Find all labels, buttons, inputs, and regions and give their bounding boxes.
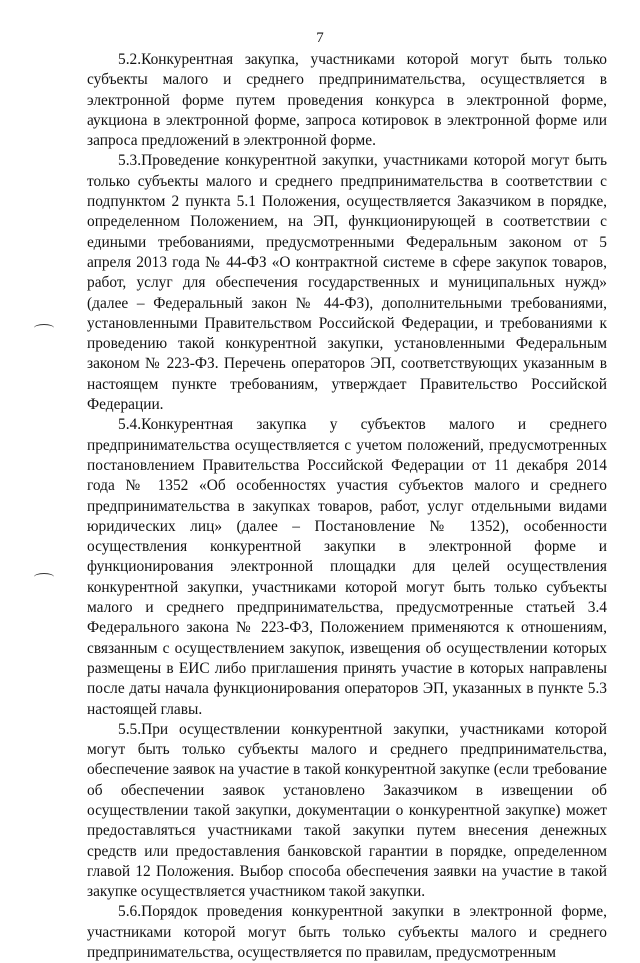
document-body [87, 50, 607, 963]
paragraph-5-6: 5.6.Порядок проведения конкурентной закупки в электронной форме, участниками которой могут быть только субъекты малого и среднего предпринимательства, осуществляется по правилам, предусмотренным [87, 903, 607, 962]
paragraph-5-2: 5.2.Конкурентная закупка, участниками которой могут быть только субъекты малого и среднего предпринимательства, осуществляется в электронной форме путем проведения конкурса в электронной форме, аукциона в электронной форме, запроса котировок в электронной форме или запроса предложений в электронной форме. [87, 51, 607, 150]
paragraph-5-3: 5.3.Проведение конкурентной закупки, участниками которой могут быть только субъекты малого и среднего предпринимательства в соответствии с подпунктом 2 пункта 5.1 Положения, осуществляется Заказчиком в порядке, определенном Положением, на ЭП, функционирующей в соответствии с едиными требованиями, предусмотренными Федеральным законом от 5 апреля 2013 года № 44-ФЗ «О контрактной системе в сфере закупок товаров, работ, услуг для обеспечения государственных и муниципальных нужд» (далее – Федеральный закон № 44-ФЗ), дополнительными требованиями, установленными Правительством Российской Федерации, и требованиями к проведению такой конкурентной закупки, установленными Федеральным законом № 223-ФЗ. Перечень операторов ЭП, соответствующих указанным в настоящем пункте требованиям, утверждает Правительство Российской Федерации. [87, 152, 607, 414]
paragraph-5-4: 5.4.Конкурентная закупка у субъектов малого и среднего предпринимательства осуществляется с учетом положений, предусмотренных постановлением Правительства Российской Федерации от 11 декабря 2014 года № 1352 «Об особенностях участия субъектов малого и среднего предпринимательства в закупках товаров, работ, услуг отдельными видами юридических лиц» (далее – Постановление № 1352), особенности осуществления конкурентной закупки в электронной форме и функционирования электронной площадки для целей осуществления конкурентной закупки, участниками которой могут быть только субъекты малого и среднего предпринимательства, предусмотренные статьей 3.4 Федерального закона № 223-ФЗ, Положением применяются к отношениям, связанным с осуществлением закупок, извещения об осуществлении которых размещены в ЕИС либо приглашения принять участие в которых направлены после даты начала функционирования операторов ЭП, указанных в пункте 5.3 настоящей главы. [87, 416, 607, 718]
margin-pencil-mark [34, 573, 54, 581]
margin-pencil-mark [34, 324, 54, 332]
paragraph-5-5: 5.5.При осуществлении конкурентной закупки, участниками которой могут быть только субъекты малого и среднего предпринимательства, обеспечение заявок на участие в такой конкурентной закупке (если требование об обеспечении заявок установлено Заказчиком в извещении об осуществлении такой закупки, документации о конкурентной закупке) может предоставляться участниками такой закупки путем внесения денежных средств или предоставления банковской гарантии в порядке, определенном главой 12 Положения. Выбор способа обеспечения заявки на участие в такой закупке осуществляется участником такой закупки. [87, 720, 607, 901]
page-number: 7 [316, 30, 324, 46]
